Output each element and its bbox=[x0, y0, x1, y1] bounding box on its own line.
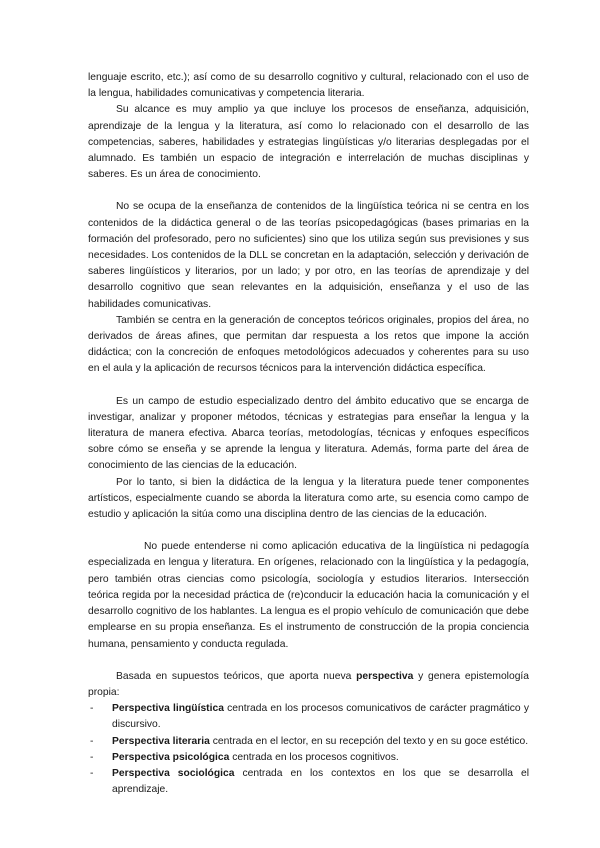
list-item bbox=[88, 750, 529, 766]
intro-text-end: y genera epistemología propia: bbox=[88, 670, 530, 698]
list-item-title: Perspectiva lingüística bbox=[112, 703, 224, 715]
list-item bbox=[88, 734, 529, 750]
list-dash: - bbox=[90, 767, 94, 779]
list-item-title: Perspectiva psicológica bbox=[112, 751, 230, 763]
list-dash: - bbox=[90, 751, 94, 763]
intro-bold: perspectiva bbox=[356, 670, 414, 682]
document-page bbox=[88, 70, 529, 798]
paragraph-contents: No se ocupa de la enseñanza de contenidos de la lingüística teórica ni se centra en los contenidos de la didáctica general o de las teorías psicopedagógicas (bases primarias en la formación del profesorado, pero no suficientes) sino que los utiliza según sus previsiones y sus necesidades. Los contenidos de la DLL se concretan en la adaptación, selección y derivación de saberes lingüísticos y literarios, por un lado; y por otro, en las teorías de aprendizaje y del desarrollo cognitivo que sean relevantes en la adquisición, enseñanza y el uso de las habilidades comunicativas. bbox=[88, 201, 529, 310]
list-item-text: centrada en los contextos en los que se desarrolla el aprendizaje. bbox=[112, 767, 529, 796]
list-item-title: Perspectiva literaria bbox=[112, 735, 210, 747]
list-item-text: centrada en el lector, en su recepción del texto y en su goce estético. bbox=[209, 735, 529, 747]
paragraph-continuation: lenguaje escrito, etc.); así como de su desarrollo cognitivo y cultural, relacionado con el uso de la lengua, habilidades comunicativas y competencia literaria. bbox=[88, 72, 529, 100]
paragraph-perspective-intro bbox=[88, 669, 529, 701]
paragraph-field: Es un campo de estudio especializado dentro del ámbito educativo que se encarga de investigar, analizar y proponer métodos, técnicas y estrategias para enseñar la lengua y la literatura de manera efectiva. Abarca teorías, metodologías, técnicas y enfoques específicos sobre cómo se enseña y se aprende la lengua y literatura. Además, forma parte del área de conocimiento de las ciencias de la educación. bbox=[88, 395, 529, 472]
intro-text: Basada en supuestos teóricos, que aporta nueva bbox=[116, 670, 357, 682]
list-item-text: centrada en los procesos cognitivos. bbox=[229, 751, 399, 763]
paragraph-concepts: También se centra en la generación de conceptos teóricos originales, propios del área, no derivados de áreas afines, que permitan dar respuesta a los retos que impone la acción didáctica; con la concreción de enfoques metodológicos adecuados y coherentes para su uso en el aula y la aplicación de recursos técnicos para la intervención didáctica específica. bbox=[88, 314, 529, 375]
list-dash: - bbox=[90, 703, 94, 715]
list-item bbox=[88, 766, 529, 798]
list-item bbox=[88, 701, 529, 733]
perspective-list bbox=[88, 701, 529, 798]
list-item-text: centrada en los procesos comunicativos de carácter pragmático y discursivo. bbox=[112, 703, 529, 731]
paragraph-conclusion: Por lo tanto, si bien la didáctica de la lengua y la literatura puede tener componentes artísticos, especialmente cuando se aborda la literatura como arte, su esencia como campo de estudio y aplicación la sitúa como una disciplina dentro de las ciencias de la educación. bbox=[88, 476, 529, 521]
paragraph-scope: Su alcance es muy amplio ya que incluye los procesos de enseñanza, adquisición, aprendizaje de la lengua y la literatura, así como lo relacionado con el desarrollo de las competencias, saberes, habilidades y estrategias lingüísticas y/o literarias desplegadas por el alumnado. Es también un espacio de integración e interrelación de muchas disciplinas y saberes. Es un área de conocimiento. bbox=[88, 104, 529, 181]
list-item-title: Perspectiva sociológica bbox=[112, 767, 235, 779]
list-dash: - bbox=[90, 735, 94, 747]
paragraph-definition: No puede entenderse ni como aplicación educativa de la lingüística ni pedagogía especializada en lengua y literatura. En orígenes, relacionado con la lingüística y la pedagogía, pero también otras ciencias como psicología, sociología y estudios literarios. Intersección teórica regida por la necesidad práctica de (re)conducir la educación hacia la comunicación y el desarrollo cognitivo de los hablantes. La lengua es el propio vehículo de comunicación que debe emplearse en su propia enseñanza. Es el instrumento de construcción de la propia conciencia humana, pensamiento y conducta regulada. bbox=[88, 541, 529, 650]
